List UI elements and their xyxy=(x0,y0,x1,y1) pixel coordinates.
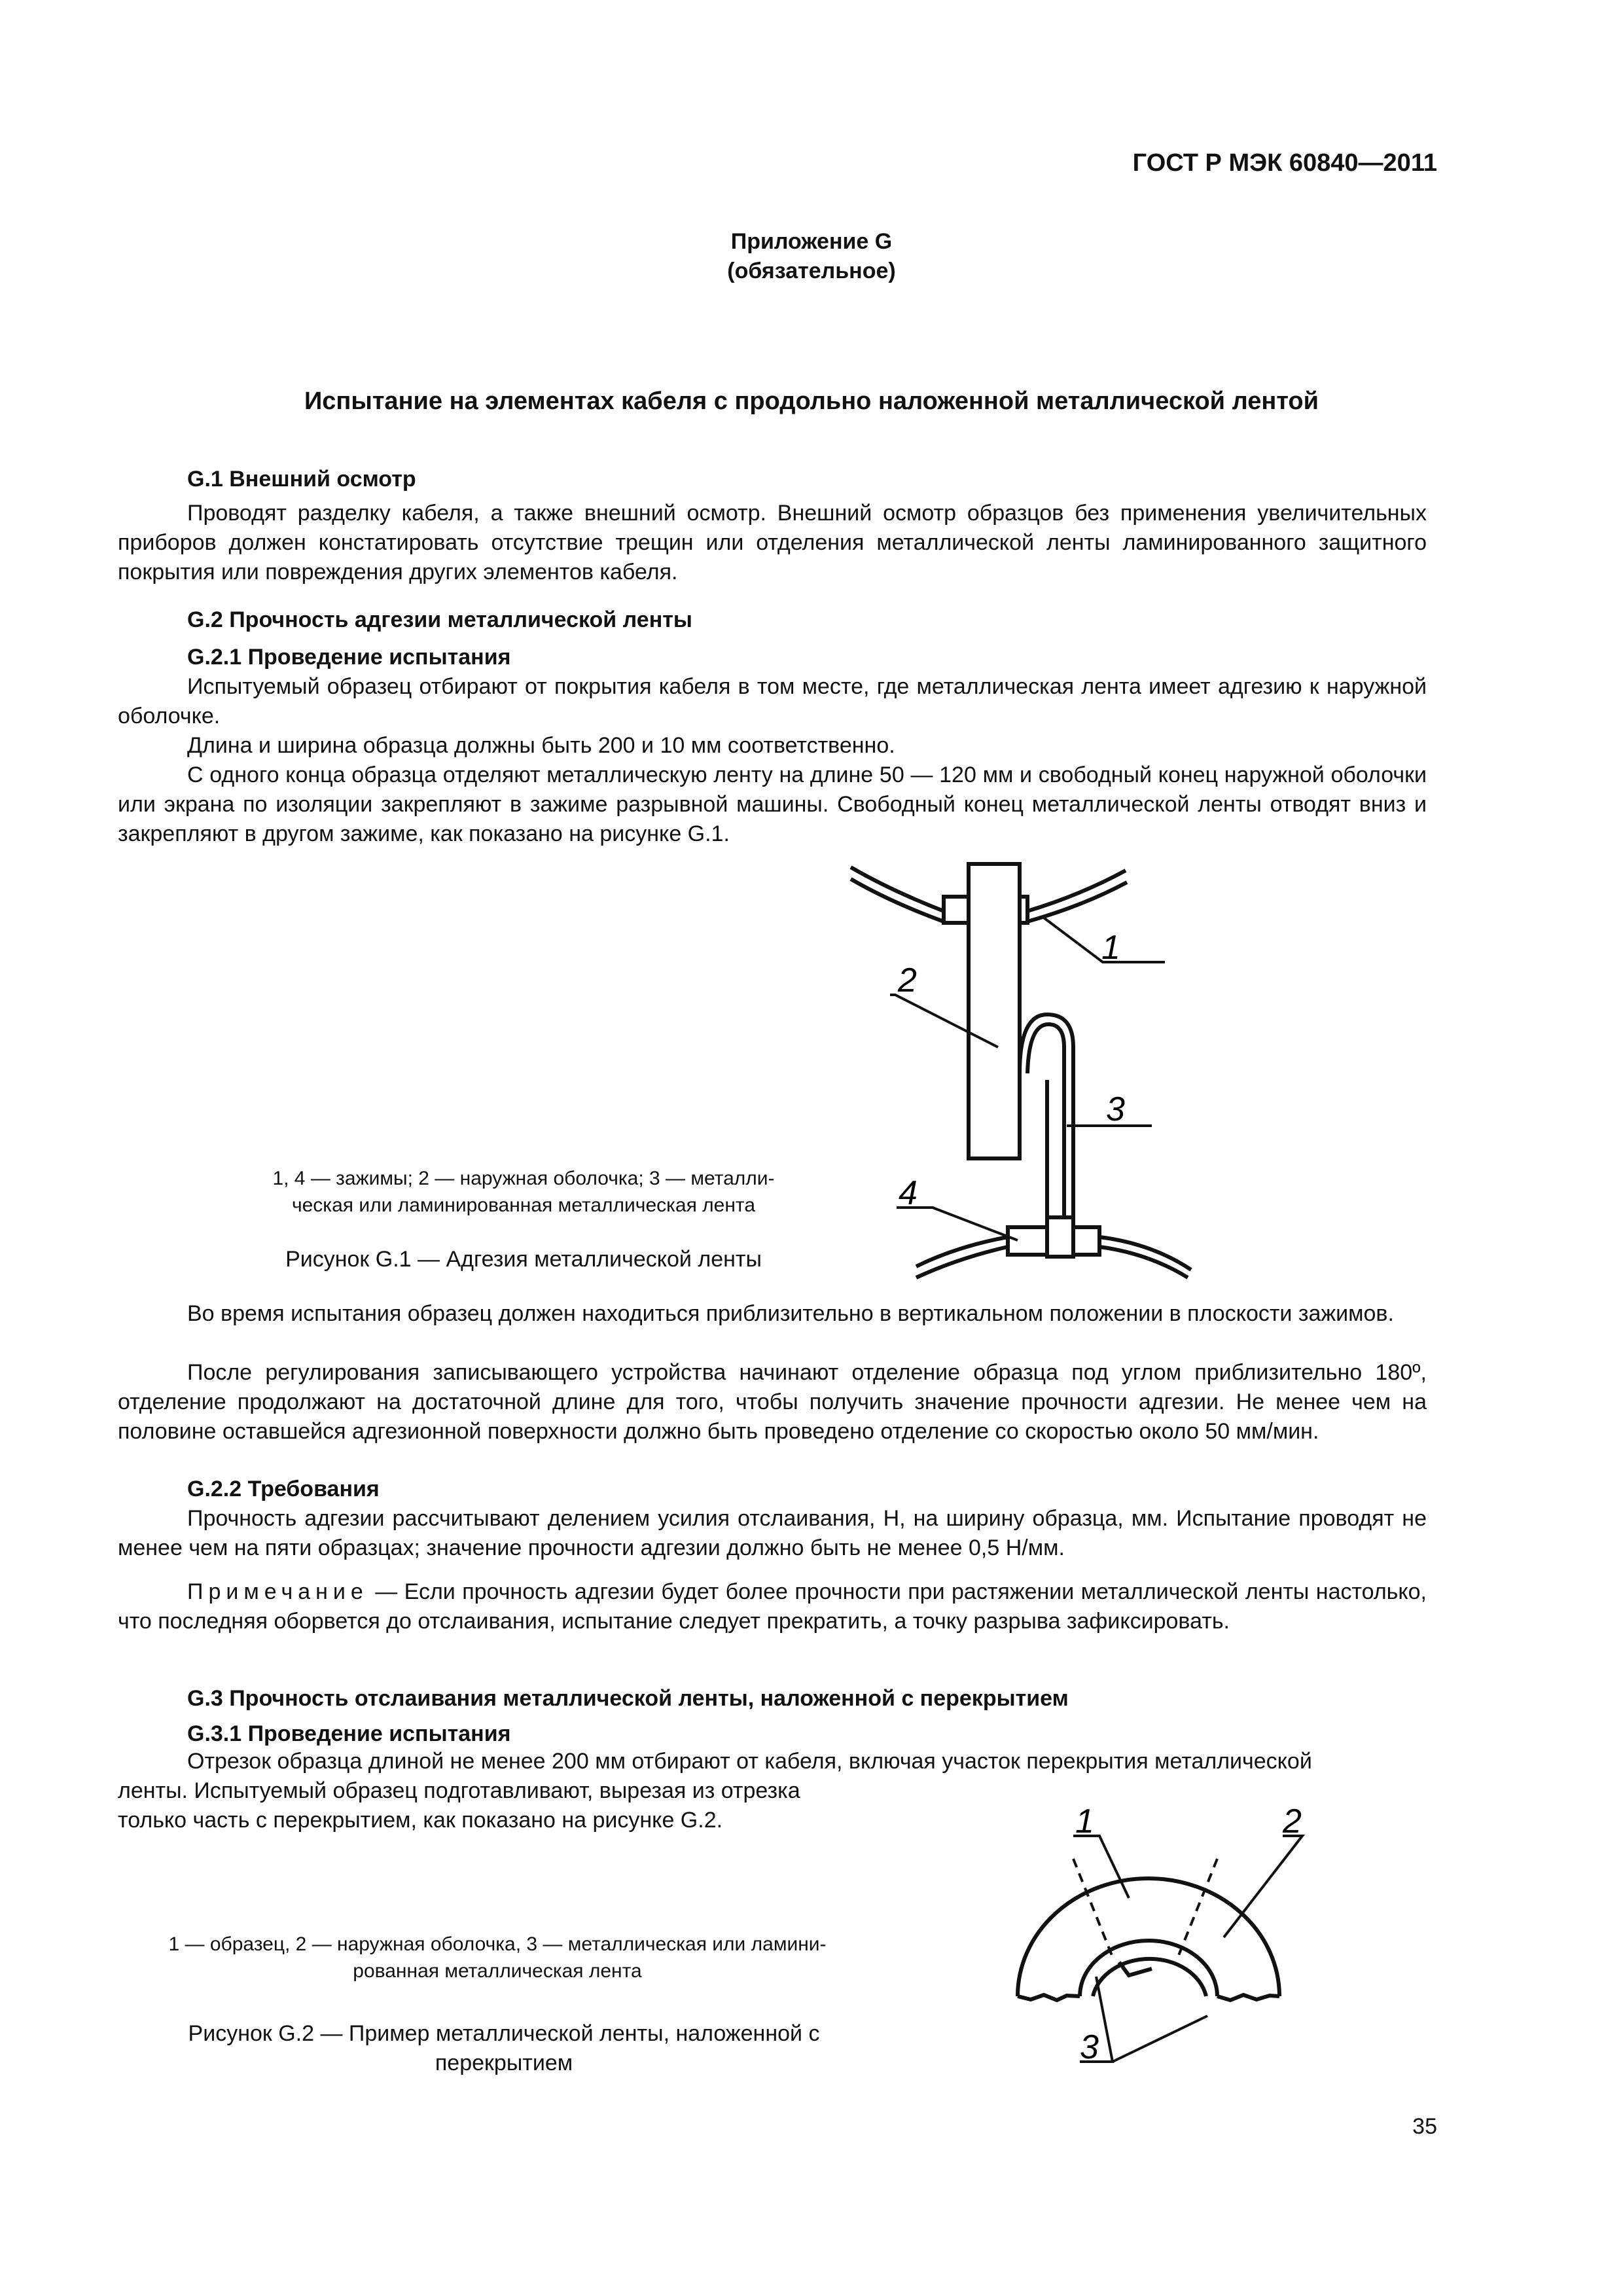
g21-paragraph-4: Во время испытания образец должен находиться приблизительно в вертикальном положении в плоскости зажимов. xyxy=(187,1301,1394,1326)
subsection-heading-g31: G.3.1 Проведение испытания xyxy=(187,1721,511,1746)
figure-g2-label-3: 3 xyxy=(1080,2028,1099,2066)
g31-paragraph-line-3: только часть с перекрытием, как показано на рисунке G.2. xyxy=(118,1808,723,1833)
section-heading-g3: G.3 Прочность отслаивания металлической ленты, наложенной с перекрытием xyxy=(187,1686,1069,1711)
figure-g2-legend-line-1: 1 — образец, 2 — наружная оболочка, 3 — металлическая или ламини- xyxy=(168,1933,827,1955)
figure-g2-legend-line-2: рованная металлическая лента xyxy=(353,1960,642,1982)
document-id: ГОСТ Р МЭК 60840—2011 xyxy=(1132,149,1437,177)
g31-paragraph-line-2: ленты. Испытуемый образец подготавливают, вырезая из отрезка xyxy=(118,1778,800,1803)
figure-g2-caption-line-1: Рисунок G.2 — Пример металлической ленты, наложенной с xyxy=(188,2021,820,2046)
figure-g1-label-3: 3 xyxy=(1106,1090,1125,1128)
g21-paragraph-3: С одного конца образца отделяют металлическую ленту на длине 50 — 120 мм и свободный конец наружной оболочки или экрана по изоляции закрепляют в зажиме разрывной машины. Свободный конец металлической ленты отводят вниз и закрепляют в другом зажиме, как показано на рисунке G.1. xyxy=(118,762,1427,846)
figure-g1-caption: Рисунок G.1 — Адгезия металлической ленты xyxy=(285,1247,762,1272)
g1-paragraph: Проводят разделку кабеля, а также внешний осмотр. Внешний осмотр образцов без применения увеличительных приборов должен констатировать отсутствие трещин или отделения металлической ленты ламинированного защитного покрытия или повреждения других элементов кабеля. xyxy=(118,501,1427,584)
section-heading-g1: G.1 Внешний осмотр xyxy=(187,467,416,492)
appendix-status: (обязательное) xyxy=(727,259,896,283)
figure-g2-label-1: 1 xyxy=(1075,1803,1094,1840)
figure-g1-label-4: 4 xyxy=(899,1174,918,1212)
g31-paragraph-line-1: Отрезок образца длиной не менее 200 мм отбирают от кабеля, включая участок перекрытия металлической xyxy=(187,1749,1312,1774)
note-text: — Если прочность адгезии будет более прочности при растяжении металлической ленты настолько, что последняя оборвется до отслаивания, испытание следует прекратить, а точку разрыва зафиксировать. xyxy=(118,1579,1427,1634)
subsection-heading-g21: G.2.1 Проведение испытания xyxy=(187,645,511,670)
figure-g1-legend-line-1: 1, 4 — зажимы; 2 — наружная оболочка; 3 — металли- xyxy=(272,1168,775,1189)
figure-g1-label-1: 1 xyxy=(1101,929,1120,967)
figure-g1-legend-line-2: ческая или ламинированная металлическая лента xyxy=(291,1194,756,1216)
figure-g2-caption-line-2: перекрытием xyxy=(435,2051,573,2075)
g21-paragraph-1: Испытуемый образец отбирают от покрытия кабеля в том месте, где металлическая лента имеет адгезию к наружной оболочке. xyxy=(118,674,1427,728)
main-title: Испытание на элементах кабеля с продольно наложенной металлической лентой xyxy=(304,387,1319,415)
g22-paragraph: Прочность адгезии рассчитывают делением усилия отслаивания, Н, на ширину образца, мм. Испытание проводят не менее чем на пяти образцах; значение прочности адгезии должно быть не менее 0,5 Н/мм. xyxy=(118,1506,1427,1560)
figure-g1-label-2: 2 xyxy=(898,961,917,999)
section-heading-g2: G.2 Прочность адгезии металлической ленты xyxy=(187,607,692,632)
page-number: 35 xyxy=(1412,2114,1437,2139)
subsection-heading-g22: G.2.2 Требования xyxy=(187,1477,380,1501)
g21-paragraph-5: После регулирования записывающего устройства начинают отделение образца под углом приблизительно 180º, отделение продолжают на достаточной длине для того, чтобы получить значение прочности адгезии. Не менее чем на половине оставшейся адгезионной поверхности должно быть проведено отделение со скоростью около 50 мм/мин. xyxy=(118,1360,1427,1444)
note-label: Примечание xyxy=(187,1579,368,1604)
g21-paragraph-2: Длина и ширина образца должны быть 200 и 10 мм соответственно. xyxy=(187,733,895,758)
appendix-title: Приложение G xyxy=(730,229,893,254)
figure-g2-label-2: 2 xyxy=(1283,1803,1302,1840)
